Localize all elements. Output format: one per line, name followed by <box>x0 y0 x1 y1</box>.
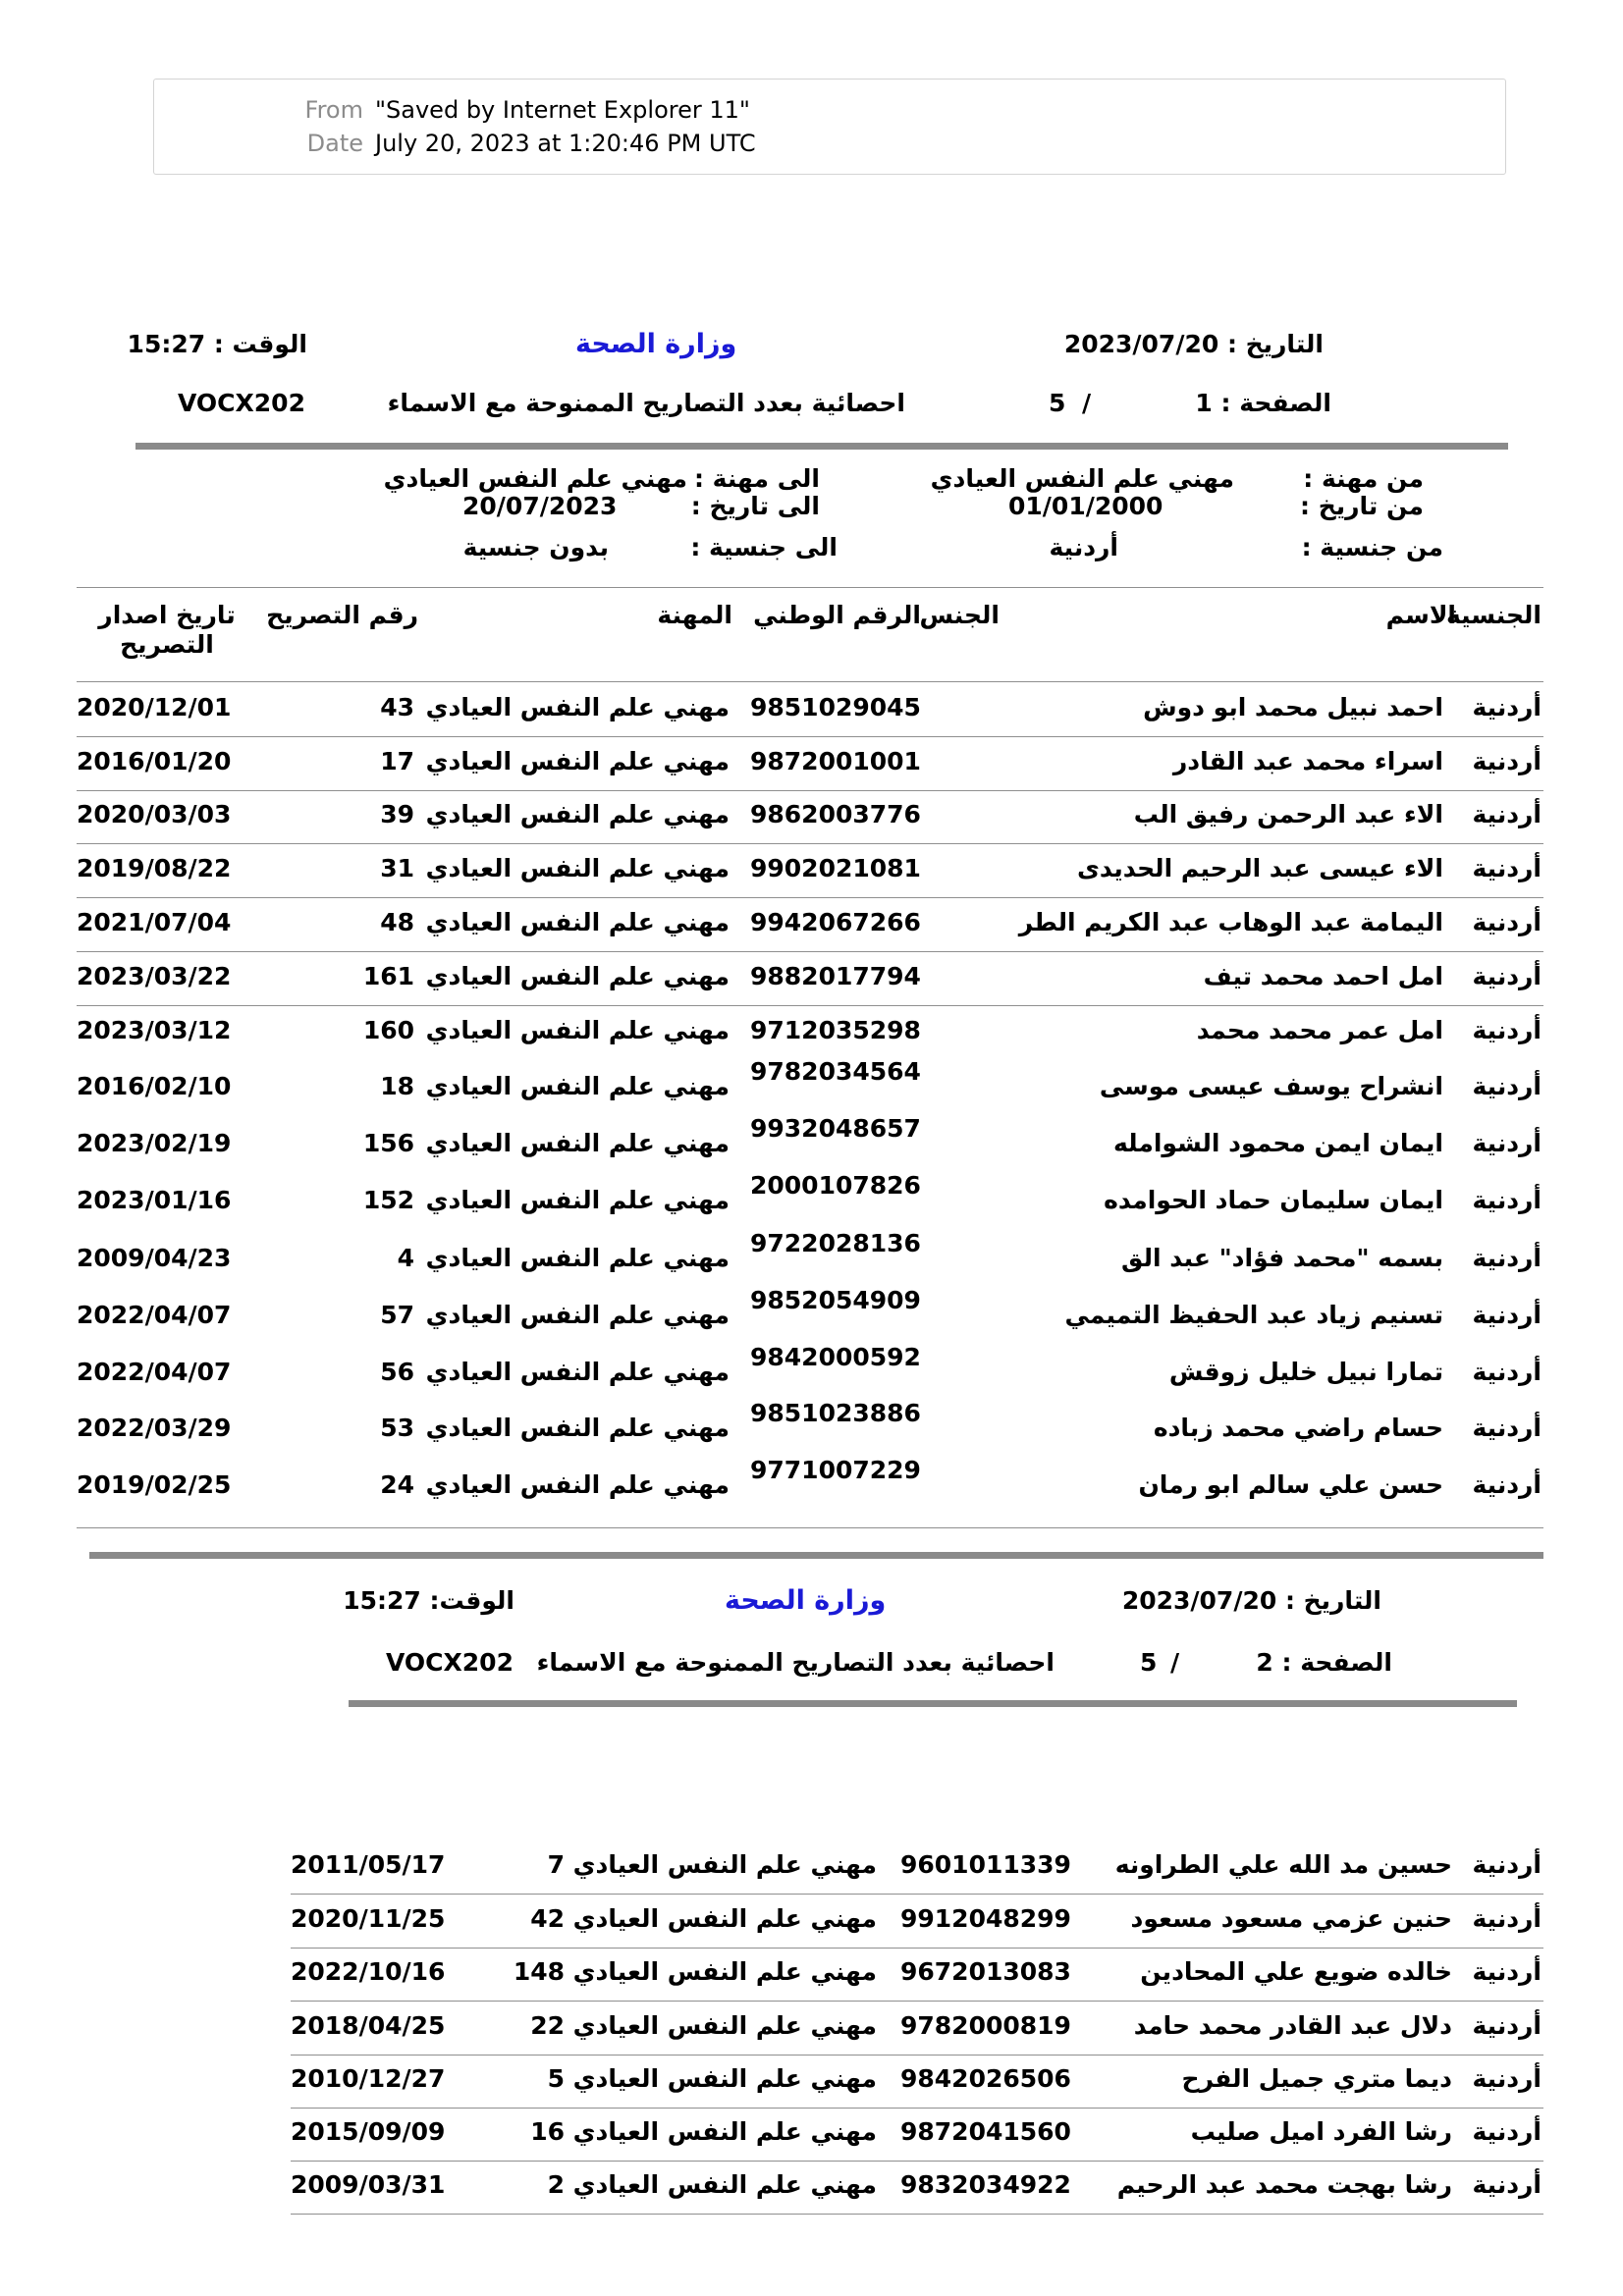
cell-permit-no: 148 <box>513 1957 565 1986</box>
cell-profession: مهني علم النفس العيادي <box>425 747 730 775</box>
cell-permit-no: 4 <box>397 1244 414 1272</box>
cell-issue-date: 2009/04/23 <box>77 1244 232 1272</box>
row-divider <box>291 1948 1543 1949</box>
row-divider <box>291 2108 1543 2109</box>
cell-nationality: أردنية <box>1472 2170 1542 2199</box>
cell-name: دلال عبد القادر محمد حامد <box>1133 2011 1452 2040</box>
cell-national-id: 9872041560 <box>900 2117 1071 2146</box>
cell-national-id: 9782000819 <box>900 2011 1071 2040</box>
row-divider <box>291 1894 1543 1895</box>
from-profession-value: مهني علم النفس العيادي <box>930 464 1234 493</box>
cell-profession: مهني علم النفس العيادي <box>425 908 730 936</box>
from-profession-label: من مهنة : <box>1303 464 1424 493</box>
cell-profession: مهني علم النفس العيادي <box>425 1129 730 1157</box>
cell-name: حسن علي سالم ابو رمان <box>1138 1470 1443 1499</box>
cell-national-id: 9601011339 <box>900 1850 1071 1879</box>
cell-issue-date: 2023/03/12 <box>77 1016 232 1044</box>
row-divider <box>77 736 1543 737</box>
cell-issue-date: 2022/03/29 <box>77 1414 232 1442</box>
cell-nationality: أردنية <box>1472 1016 1542 1044</box>
cell-issue-date: 2020/03/03 <box>77 800 232 828</box>
to-date-label: الى تاريخ : <box>690 492 820 520</box>
to-nationality-value: بدون جنسية <box>462 533 609 561</box>
cell-name: خالده ضويع علي المحادين <box>1140 1957 1452 1986</box>
cell-permit-no: 42 <box>530 1904 565 1933</box>
cell-permit-no: 156 <box>362 1129 414 1157</box>
cell-nationality: أردنية <box>1472 1850 1542 1879</box>
cell-nationality: أردنية <box>1472 1414 1542 1442</box>
cell-profession: مهني علم النفس العيادي <box>425 1301 730 1329</box>
cell-national-id: 9771007229 <box>750 1456 921 1484</box>
email-header <box>153 79 1506 175</box>
cell-permit-no: 160 <box>362 1016 414 1044</box>
cell-nationality: أردنية <box>1472 1072 1542 1100</box>
cell-profession: مهني علم النفس العيادي <box>425 1358 730 1386</box>
to-profession-value: مهني علم النفس العيادي <box>383 464 687 493</box>
row-divider <box>77 1005 1543 1006</box>
cell-permit-no: 17 <box>380 747 414 775</box>
cell-name: بسمه "محمد فؤاد" عبد الق <box>1121 1244 1443 1272</box>
cell-issue-date: 2022/04/07 <box>77 1301 232 1329</box>
cell-issue-date: 2021/07/04 <box>77 908 232 936</box>
col-permit-no: رقم التصريح <box>266 601 418 629</box>
cell-name: ايمان ايمن محمود الشوامله <box>1112 1129 1443 1157</box>
page-sep-p2: / <box>1170 1648 1180 1677</box>
row-divider <box>77 843 1543 844</box>
cell-profession: مهني علم النفس العيادي <box>572 2170 877 2199</box>
cell-issue-date: 2020/11/25 <box>291 1904 446 1933</box>
page-number: الصفحة : 1 <box>1195 389 1331 417</box>
cell-national-id: 9712035298 <box>750 1016 921 1044</box>
cell-profession: مهني علم النفس العيادي <box>425 1016 730 1044</box>
date-value: July 20, 2023 at 1:20:46 PM UTC <box>375 130 756 157</box>
cell-profession: مهني علم النفس العيادي <box>425 1186 730 1214</box>
header-rule <box>135 443 1508 450</box>
cell-profession: مهني علم النفس العيادي <box>425 1414 730 1442</box>
cell-nationality: أردنية <box>1472 1358 1542 1386</box>
cell-permit-no: 152 <box>362 1186 414 1214</box>
cell-national-id: 9882017794 <box>750 962 921 990</box>
cell-name: ديما متري جميل الفرح <box>1181 2064 1452 2093</box>
cell-name: حسين مد الله علي الطراونه <box>1114 1850 1452 1879</box>
cell-issue-date: 2019/02/25 <box>77 1470 232 1499</box>
page-sep: / <box>1082 389 1092 417</box>
cell-profession: مهني علم النفس العيادي <box>425 1244 730 1272</box>
cell-nationality: أردنية <box>1472 854 1542 882</box>
ministry-title: وزارة الصحة <box>575 329 737 359</box>
ministry-title-p2: وزارة الصحة <box>725 1585 887 1616</box>
cell-national-id: 9722028136 <box>750 1229 921 1257</box>
col-name: الاسم <box>1385 601 1456 629</box>
from-nationality-value: أردنية <box>1049 533 1118 561</box>
cell-national-id: 9851029045 <box>750 693 921 721</box>
cell-national-id: 9672013083 <box>900 1957 1071 1986</box>
cell-issue-date: 2016/02/10 <box>77 1072 232 1100</box>
cell-issue-date: 2018/04/25 <box>291 2011 446 2040</box>
cell-nationality: أردنية <box>1472 1904 1542 1933</box>
cell-national-id: 9852054909 <box>750 1286 921 1314</box>
cell-national-id: 9782034564 <box>750 1057 921 1086</box>
report-code: VOCX202 <box>178 389 305 417</box>
cell-nationality: أردنية <box>1472 2117 1542 2146</box>
cell-permit-no: 56 <box>380 1358 414 1386</box>
cell-name: الاء عبد الرحمن رفيق الب <box>1133 800 1443 828</box>
col-issue-date: تاريخ اصدار التصريح <box>98 601 236 659</box>
from-nationality-label: من جنسية : <box>1301 533 1443 561</box>
to-profession-label: الى مهنة : <box>693 464 820 493</box>
cell-profession: مهني علم النفس العيادي <box>572 2117 877 2146</box>
to-nationality-label: الى جنسية : <box>690 533 838 561</box>
cell-profession: مهني علم النفس العيادي <box>572 2011 877 2040</box>
col-nationality: الجنسية <box>1446 601 1542 629</box>
col-national-id: الرقم الوطني <box>753 601 921 629</box>
from-date-value: 01/01/2000 <box>1008 492 1163 520</box>
cell-permit-no: 5 <box>547 2064 565 2093</box>
page-total: 5 <box>1049 389 1066 417</box>
cell-nationality: أردنية <box>1472 2011 1542 2040</box>
cell-national-id: 9842000592 <box>750 1343 921 1371</box>
cell-name: ايمان سليمان حماد الحوامده <box>1104 1186 1443 1214</box>
cell-nationality: أردنية <box>1472 1301 1542 1329</box>
cell-nationality: أردنية <box>1472 2064 1542 2093</box>
row-divider <box>291 2055 1543 2056</box>
cell-nationality: أردنية <box>1472 962 1542 990</box>
row-divider <box>77 790 1543 791</box>
cell-name: انشراح يوسف عيسى موسى <box>1099 1072 1443 1100</box>
page-total-p2: 5 <box>1140 1648 1158 1677</box>
cell-name: تسنيم زياد عبد الحفيظ التميمي <box>1064 1301 1443 1329</box>
col-profession: المهنة <box>657 601 732 629</box>
row-divider <box>291 2161 1543 2162</box>
row-divider <box>291 2214 1543 2215</box>
report-time-p2: الوقت: 15:27 <box>343 1586 514 1615</box>
cell-permit-no: 39 <box>380 800 414 828</box>
cell-nationality: أردنية <box>1472 1129 1542 1157</box>
cell-permit-no: 2 <box>547 2170 565 2199</box>
date-label: Date <box>306 130 363 157</box>
table-top-rule <box>77 587 1543 588</box>
cell-name: حسام راضي محمد زباده <box>1153 1414 1443 1442</box>
cell-issue-date: 2022/10/16 <box>291 1957 446 1986</box>
cell-name: تمارا نبيل خليل زوقش <box>1168 1358 1443 1386</box>
cell-profession: مهني علم النفس العيادي <box>425 800 730 828</box>
page-number-p2: الصفحة : 2 <box>1256 1648 1392 1677</box>
cell-issue-date: 2020/12/01 <box>77 693 232 721</box>
cell-permit-no: 53 <box>380 1414 414 1442</box>
cell-national-id: 9832034922 <box>900 2170 1071 2199</box>
report-title: احصائية بعدد التصاريح الممنوحة مع الاسماء <box>387 389 905 417</box>
cell-profession: مهني علم النفس العيادي <box>572 1850 877 1879</box>
cell-issue-date: 2015/09/09 <box>291 2117 446 2146</box>
cell-name: احمد نبيل محمد ابو دوش <box>1143 693 1443 721</box>
to-date-value: 20/07/2023 <box>462 492 618 520</box>
cell-national-id: 9942067266 <box>750 908 921 936</box>
table-bottom-rule <box>77 1527 1543 1528</box>
from-label: From <box>304 96 363 124</box>
cell-permit-no: 48 <box>380 908 414 936</box>
cell-profession: مهني علم النفس العيادي <box>425 962 730 990</box>
cell-name: امل عمر محمد محمد <box>1196 1016 1443 1044</box>
cell-name: امل احمد محمد تيف <box>1203 962 1443 990</box>
cell-nationality: أردنية <box>1472 693 1542 721</box>
report-title-p2: احصائية بعدد التصاريح الممنوحة مع الاسماء <box>536 1648 1055 1677</box>
report-time: الوقت : 15:27 <box>127 330 307 358</box>
row-divider <box>77 897 1543 898</box>
cell-national-id: 9932048657 <box>750 1114 921 1143</box>
cell-name: حنين عزمي مسعود مسعود <box>1130 1904 1452 1933</box>
report-date: التاريخ : 2023/07/20 <box>1063 330 1324 358</box>
page-break-rule <box>89 1552 1543 1559</box>
cell-profession: مهني علم النفس العيادي <box>572 1904 877 1933</box>
cell-issue-date: 2023/01/16 <box>77 1186 232 1214</box>
cell-permit-no: 31 <box>380 854 414 882</box>
cell-issue-date: 2010/12/27 <box>291 2064 446 2093</box>
cell-national-id: 9862003776 <box>750 800 921 828</box>
cell-issue-date: 2011/05/17 <box>291 1850 446 1879</box>
cell-national-id: 9851023886 <box>750 1399 921 1427</box>
cell-name: رشا الفرد اميل صليب <box>1190 2117 1452 2146</box>
report-code-p2: VOCX202 <box>386 1648 514 1677</box>
cell-name: اليمامة عبد الوهاب عبد الكريم الطر <box>1018 908 1443 936</box>
cell-permit-no: 18 <box>380 1072 414 1100</box>
header-rule-p2 <box>349 1700 1517 1707</box>
cell-profession: مهني علم النفس العيادي <box>425 1072 730 1100</box>
cell-issue-date: 2023/02/19 <box>77 1129 232 1157</box>
cell-name: رشا بهجت محمد عبد الرحيم <box>1116 2170 1452 2199</box>
cell-nationality: أردنية <box>1472 747 1542 775</box>
cell-profession: مهني علم النفس العيادي <box>572 2064 877 2093</box>
cell-issue-date: 2009/03/31 <box>291 2170 446 2199</box>
col-gender: الجنس <box>919 601 1000 629</box>
table-header-rule <box>77 681 1543 682</box>
cell-national-id: 2000107826 <box>750 1171 921 1200</box>
cell-national-id: 9902021081 <box>750 854 921 882</box>
row-divider <box>291 2001 1543 2002</box>
cell-issue-date: 2019/08/22 <box>77 854 232 882</box>
cell-permit-no: 161 <box>362 962 414 990</box>
cell-permit-no: 43 <box>380 693 414 721</box>
cell-profession: مهني علم النفس العيادي <box>425 1470 730 1499</box>
cell-profession: مهني علم النفس العيادي <box>425 693 730 721</box>
cell-permit-no: 24 <box>380 1470 414 1499</box>
cell-national-id: 9872001001 <box>750 747 921 775</box>
cell-nationality: أردنية <box>1472 1186 1542 1214</box>
cell-nationality: أردنية <box>1472 1244 1542 1272</box>
report-date-p2: التاريخ : 2023/07/20 <box>1121 1586 1381 1615</box>
cell-issue-date: 2016/01/20 <box>77 747 232 775</box>
cell-permit-no: 16 <box>530 2117 565 2146</box>
cell-nationality: أردنية <box>1472 1957 1542 1986</box>
cell-national-id: 9912048299 <box>900 1904 1071 1933</box>
cell-nationality: أردنية <box>1472 800 1542 828</box>
cell-name: اسراء محمد عبد القادر <box>1172 747 1443 775</box>
cell-nationality: أردنية <box>1472 1470 1542 1499</box>
cell-issue-date: 2023/03/22 <box>77 962 232 990</box>
cell-nationality: أردنية <box>1472 908 1542 936</box>
cell-profession: مهني علم النفس العيادي <box>572 1957 877 1986</box>
from-value: "Saved by Internet Explorer 11" <box>375 96 750 124</box>
cell-permit-no: 57 <box>380 1301 414 1329</box>
cell-name: الاء عيسى عبد الرحيم الحديدى <box>1076 854 1443 882</box>
cell-issue-date: 2022/04/07 <box>77 1358 232 1386</box>
cell-national-id: 9842026506 <box>900 2064 1071 2093</box>
cell-profession: مهني علم النفس العيادي <box>425 854 730 882</box>
cell-permit-no: 22 <box>530 2011 565 2040</box>
from-date-label: من تاريخ : <box>1300 492 1424 520</box>
cell-permit-no: 7 <box>547 1850 565 1879</box>
row-divider <box>77 951 1543 952</box>
